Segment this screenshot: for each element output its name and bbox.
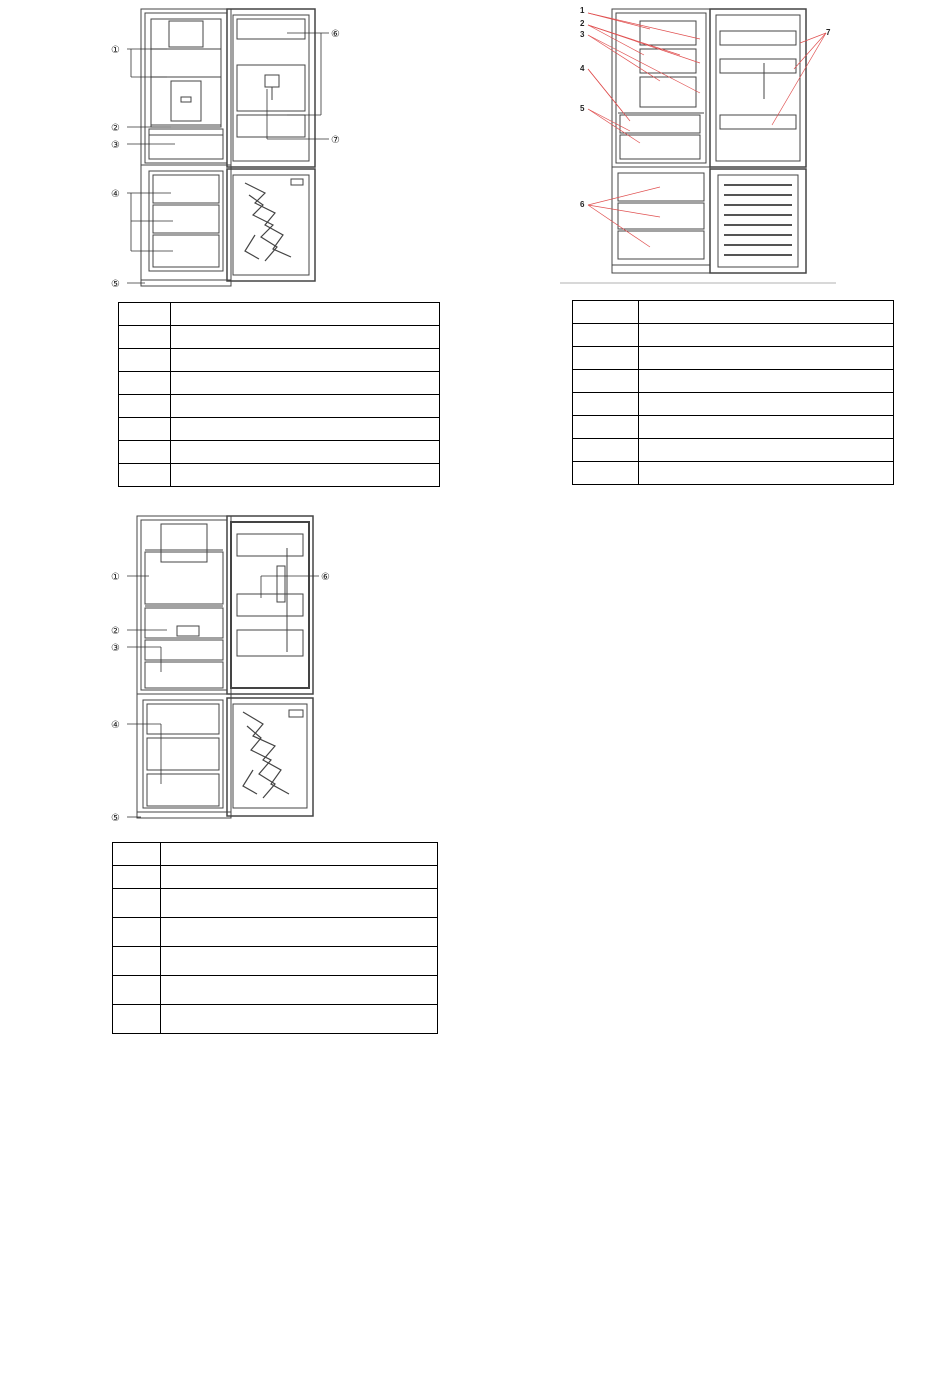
row-number-cell xyxy=(119,464,171,487)
row-number-cell xyxy=(573,439,639,462)
table-row xyxy=(119,349,440,372)
table-row xyxy=(573,393,894,416)
row-description-cell xyxy=(171,418,440,441)
row-description-cell xyxy=(171,395,440,418)
snowflake-icon xyxy=(245,183,291,261)
table-row xyxy=(113,889,438,918)
row-description-cell xyxy=(161,1005,438,1034)
table-row xyxy=(119,441,440,464)
callout-6: ⑥ xyxy=(321,572,330,583)
legend-table-b-body xyxy=(573,301,894,485)
row-description-cell xyxy=(639,324,894,347)
row-description-cell xyxy=(161,889,438,918)
row-number-cell xyxy=(119,372,171,395)
table-row xyxy=(119,395,440,418)
callout-6: 6 xyxy=(580,200,585,209)
row-description-cell xyxy=(639,301,894,324)
row-number-cell xyxy=(119,326,171,349)
row-number-cell xyxy=(573,347,639,370)
row-description-cell xyxy=(161,947,438,976)
fridge-diagram-b xyxy=(560,3,840,288)
snowflake-icon xyxy=(243,712,289,798)
row-description-cell xyxy=(171,441,440,464)
row-description-cell xyxy=(161,843,438,866)
row-description-cell xyxy=(161,918,438,947)
row-description-cell xyxy=(639,416,894,439)
row-number-cell xyxy=(573,301,639,324)
table-row xyxy=(113,1005,438,1034)
callout-1: ① xyxy=(111,45,120,56)
row-number-cell xyxy=(113,976,161,1005)
legend-table-c xyxy=(112,842,438,1034)
row-number-cell xyxy=(113,947,161,976)
freezer-door-ridges xyxy=(724,185,792,255)
table-row xyxy=(119,303,440,326)
table-row xyxy=(119,464,440,487)
row-description-cell xyxy=(639,462,894,485)
row-number-cell xyxy=(113,866,161,889)
table-row xyxy=(113,843,438,866)
row-description-cell xyxy=(161,866,438,889)
table-row xyxy=(113,866,438,889)
callout-4: ④ xyxy=(111,189,120,200)
table-row xyxy=(113,947,438,976)
callout-3: 3 xyxy=(580,30,585,39)
legend-table-b xyxy=(572,300,894,485)
callout-6: ⑥ xyxy=(331,29,340,40)
row-description-cell xyxy=(171,303,440,326)
table-row xyxy=(573,347,894,370)
callout-7: 7 xyxy=(826,28,831,37)
row-description-cell xyxy=(639,370,894,393)
table-row xyxy=(573,370,894,393)
row-description-cell xyxy=(171,326,440,349)
callout-3: ③ xyxy=(111,643,120,654)
row-number-cell xyxy=(573,393,639,416)
callout-1: ① xyxy=(111,572,120,583)
callout-4: ④ xyxy=(111,720,120,731)
table-row xyxy=(119,326,440,349)
row-number-cell xyxy=(573,370,639,393)
row-number-cell xyxy=(119,418,171,441)
row-number-cell xyxy=(119,303,171,326)
row-number-cell xyxy=(113,918,161,947)
row-description-cell xyxy=(161,976,438,1005)
fridge-diagram-a-drawing xyxy=(105,5,365,295)
row-description-cell xyxy=(171,372,440,395)
table-row xyxy=(573,439,894,462)
row-number-cell xyxy=(573,416,639,439)
table-row xyxy=(119,418,440,441)
legend-table-a xyxy=(118,302,440,487)
callout-2: 2 xyxy=(580,19,585,28)
row-number-cell xyxy=(113,889,161,918)
row-number-cell xyxy=(113,1005,161,1034)
row-number-cell xyxy=(113,843,161,866)
callout-2: ② xyxy=(111,626,120,637)
row-description-cell xyxy=(171,349,440,372)
callout-5: ⑤ xyxy=(111,279,120,290)
callout-2: ② xyxy=(111,123,120,134)
callout-5: ⑤ xyxy=(111,813,120,824)
callout-4: 4 xyxy=(580,64,585,73)
table-row xyxy=(113,976,438,1005)
fridge-diagram-b-drawing xyxy=(560,3,840,288)
row-number-cell xyxy=(119,395,171,418)
row-description-cell xyxy=(639,347,894,370)
callout-7: ⑦ xyxy=(331,135,340,146)
fridge-diagram-c xyxy=(105,512,365,827)
table-row xyxy=(573,324,894,347)
table-row xyxy=(119,372,440,395)
row-description-cell xyxy=(171,464,440,487)
table-row xyxy=(573,416,894,439)
callout-3: ③ xyxy=(111,140,120,151)
row-number-cell xyxy=(573,462,639,485)
callout-5: 5 xyxy=(580,104,585,113)
callout-1: 1 xyxy=(580,6,585,15)
table-row xyxy=(573,301,894,324)
legend-table-c-body xyxy=(113,843,438,1034)
legend-table-a-body xyxy=(119,303,440,487)
fridge-diagram-a xyxy=(105,5,365,295)
row-description-cell xyxy=(639,439,894,462)
fridge-diagram-c-drawing xyxy=(105,512,365,827)
row-description-cell xyxy=(639,393,894,416)
row-number-cell xyxy=(119,441,171,464)
row-number-cell xyxy=(573,324,639,347)
table-row xyxy=(113,918,438,947)
row-number-cell xyxy=(119,349,171,372)
table-row xyxy=(573,462,894,485)
